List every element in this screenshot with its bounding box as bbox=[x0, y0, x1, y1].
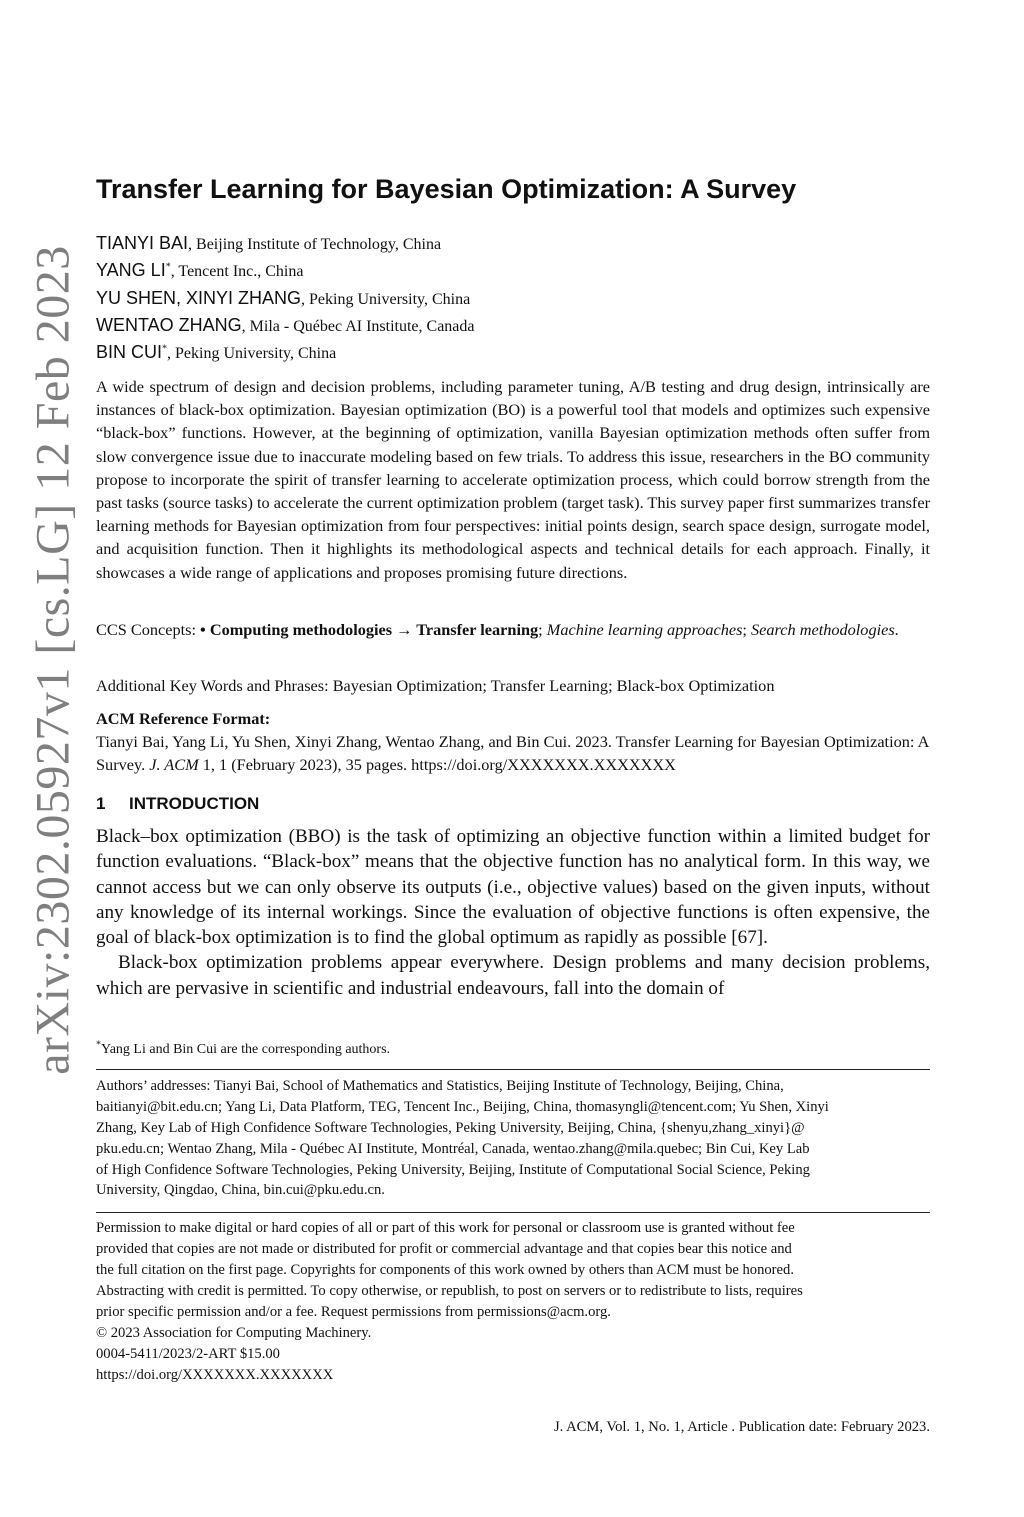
paragraph: Black-box optimization problems appear everywhere. Design problems and many decision problems, which are pervasive in scientific and industrial endeavours, fall into the domain of bbox=[96, 952, 930, 999]
running-footer: J. ACM, Vol. 1, No. 1, Article . Publication date: February 2023. bbox=[553, 1419, 930, 1435]
author-names: BIN CUI bbox=[96, 342, 163, 363]
acm-reference bbox=[96, 707, 930, 777]
permission-line: provided that copies are not made or distributed for profit or commercial advantage and that copies bear this notice and bbox=[96, 1240, 792, 1257]
author-names: TIANYI BAI bbox=[96, 233, 189, 253]
ccs-primary-concept: • Computing methodologies → Transfer learning bbox=[200, 620, 539, 639]
permission-line: Abstracting with credit is permitted. To copy otherwise, or republish, to post on servers or to redistribute to lists, requires bbox=[96, 1282, 803, 1299]
permission-line: prior specific permission and/or a fee. Request permissions from permissions@acm.org. bbox=[96, 1303, 611, 1320]
body-text bbox=[96, 824, 930, 1001]
keywords: Additional Key Words and Phrases: Bayesian Optimization; Transfer Learning; Black-box Optimization bbox=[96, 676, 775, 695]
ccs-concepts bbox=[96, 618, 930, 641]
author-line bbox=[96, 312, 475, 339]
corresponding-mark: * bbox=[162, 343, 168, 355]
author-line bbox=[96, 230, 475, 257]
paper-title: Transfer Learning for Bayesian Optimization: A Survey bbox=[96, 174, 797, 204]
permission-notice bbox=[96, 1218, 930, 1322]
journal-name: J. ACM bbox=[149, 755, 199, 775]
author-names: YU SHEN, XINYI ZHANG bbox=[96, 287, 302, 308]
address-line: Authors’ addresses: Tianyi Bai, School of Mathematics and Statistics, Beijing Institute of Technology, Beijing, China, bbox=[96, 1078, 784, 1094]
corresponding-mark: * bbox=[165, 261, 171, 273]
reference-text: 1, 1 (February 2023), 35 pages. https://doi.org/XXXXXXX.XXXXXXX bbox=[198, 755, 676, 775]
arxiv-identifier: arXiv:2302.05927v1 [cs.LG] 12 Feb 2023 bbox=[26, 245, 80, 1075]
section-heading bbox=[96, 794, 259, 814]
address-line: University, Qingdao, China, bin.cui@pku.edu.cn. bbox=[96, 1182, 385, 1199]
abstract: A wide spectrum of design and decision problems, including parameter tuning, A/B testing and drug design, intrinsically are instances of black-box optimization. Bayesian optimization (BO) is a powerful tool that models and optimizes such expensive “black-box” functions. However, at the beginning of optimization, vanilla Bayesian optimization methods often suffer from slow convergence issue due to inaccurate modeling based on few trials. To address this issue, researchers in the BO community propose to incorporate the spirit of transfer learning to accelerate optimization process, which could borrow strength from the past tasks (source tasks) to accelerate the current optimization problem (target task). This survey paper first summarizes transfer learning methods for Bayesian optimization from four perspectives: initial points design, search space design, surrogate model, and acquisition function. Then it highlights its methodological aspects and technical details for each approach. Finally, it showcases a wide range of applications and proposes promising future directions. bbox=[96, 377, 930, 582]
address-line: Zhang, Key Lab of High Confidence Software Technologies, Peking University, Beijing, China, {shenyu,zhang_xinyi}@ bbox=[96, 1119, 805, 1136]
author-names: YANG LI bbox=[96, 260, 166, 281]
author-affiliation: , Beijing Institute of Technology, China bbox=[188, 236, 442, 253]
footnote-divider bbox=[96, 1069, 930, 1070]
acm-reference-text bbox=[96, 730, 930, 776]
author-affiliation: , Peking University, China bbox=[301, 290, 471, 308]
ccs-concept: Search methodologies bbox=[751, 620, 895, 639]
ccs-separator: ; bbox=[538, 620, 547, 639]
author-line bbox=[96, 285, 475, 312]
author-affiliation: , Tencent Inc., China bbox=[170, 263, 304, 281]
author-names: WENTAO ZHANG bbox=[96, 314, 242, 335]
author-list bbox=[96, 230, 475, 366]
reference-text: Tianyi Bai, Yang Li, Yu Shen, Xinyi Zhang, Wentao Zhang, and Bin Cui. 2023. Transfer Learning for Bayesian Optimization: A Survey. bbox=[96, 732, 929, 775]
author-affiliation: , Mila - Québec AI Institute, Canada bbox=[241, 317, 475, 335]
acm-reference-heading: ACM Reference Format: bbox=[96, 709, 271, 728]
permission-line: the full citation on the first page. Copyrights for components of this work owned by others than ACM must be honored. bbox=[96, 1261, 794, 1278]
ccs-concept: Machine learning approaches bbox=[546, 620, 743, 639]
ccs-end: . bbox=[894, 620, 899, 639]
footnote-text: Yang Li and Bin Cui are the corresponding authors. bbox=[101, 1042, 391, 1057]
address-line: pku.edu.cn; Wentao Zhang, Mila - Québec AI Institute, Montréal, Canada, wentao.zhang@mila.quebec; Bin Cui, Key Lab bbox=[96, 1140, 810, 1157]
authors-addresses bbox=[96, 1076, 930, 1201]
section-title: INTRODUCTION bbox=[129, 794, 260, 813]
copyright-line: © 2023 Association for Computing Machinery. bbox=[96, 1325, 372, 1341]
address-line: of High Confidence Software Technologies, Peking University, Beijing, Institute of Computational Social Science, Peking bbox=[96, 1161, 810, 1178]
permission-line: Permission to make digital or hard copies of all or part of this work for personal or classroom use is granted without fee bbox=[96, 1220, 795, 1236]
footnote-mark: * bbox=[96, 1039, 101, 1051]
address-line: baitianyi@bit.edu.cn; Yang Li, Data Platform, TEG, Tencent Inc., Beijing, China, thomasyngli@tencent.com; Yu Shen, Xinyi bbox=[96, 1098, 829, 1115]
paragraph: Black–box optimization (BBO) is the task of optimizing an objective function within a limited budget for function evaluations. “Black-box” means that the objective function has no analytical form. In this way, we cannot access but we can only observe its outputs (i.e., objective values) based on the given inputs, without any knowledge of its internal workings. Since the evaluation of objective functions is often expensive, the goal of black-box optimization is to find the global optimum as rapidly as possible [67]. bbox=[96, 826, 930, 949]
author-affiliation: , Peking University, China bbox=[167, 345, 337, 363]
author-line bbox=[96, 257, 475, 284]
doi-link[interactable]: https://doi.org/XXXXXXX.XXXXXXX bbox=[96, 1366, 334, 1383]
author-line bbox=[96, 339, 475, 366]
footnote bbox=[96, 1039, 391, 1058]
ccs-prefix: CCS Concepts: bbox=[96, 620, 201, 639]
copyright-block bbox=[96, 1323, 930, 1386]
permission-divider bbox=[96, 1212, 930, 1213]
ccs-separator: ; bbox=[742, 620, 752, 639]
isbn-line: 0004-5411/2023/2-ART $15.00 bbox=[96, 1345, 280, 1362]
section-number: 1 bbox=[96, 794, 106, 813]
